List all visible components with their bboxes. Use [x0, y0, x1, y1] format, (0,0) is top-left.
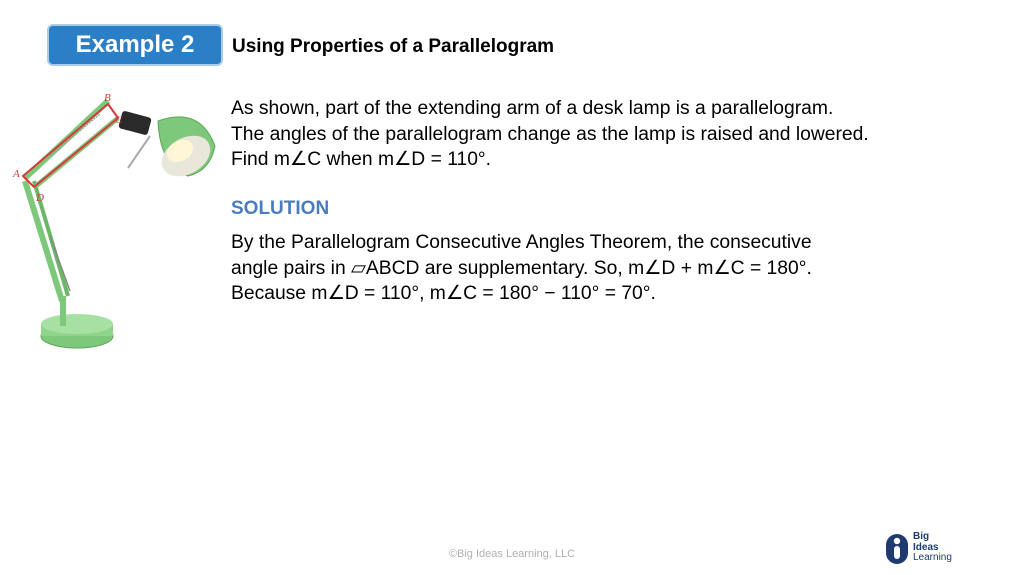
vertex-label-d: D	[36, 192, 44, 204]
vertex-label-b: B	[104, 92, 111, 104]
logo-line-3: Learning	[913, 552, 952, 563]
desk-lamp-figure	[10, 86, 225, 356]
logo-text	[913, 532, 952, 564]
solution-heading: SOLUTION	[231, 198, 330, 219]
solution-line-1: By the Parallelogram Consecutive Angles Theorem, the consecutive	[231, 232, 812, 253]
problem-line-2: The angles of the parallelogram change as the lamp is raised and lowered.	[231, 123, 869, 145]
parallelogram-outline	[23, 104, 118, 187]
vertex-label-c: C	[115, 114, 123, 126]
solution-text	[231, 230, 991, 307]
example-title: Using Properties of a Parallelogram	[232, 36, 555, 57]
example-badge	[49, 26, 221, 64]
logo-line-1: Big	[913, 531, 930, 542]
example-label: Example 2	[75, 31, 195, 58]
problem-line-1: As shown, part of the extending arm of a desk lamp is a parallelogram.	[231, 98, 834, 119]
logo-line-2: Ideas	[913, 541, 939, 553]
problem-text	[231, 96, 991, 173]
solution-line-2: angle pairs in ▱ABCD are supplementary. So, m∠D + m∠C = 180°.	[231, 257, 812, 279]
vertex-label-a: A	[13, 168, 20, 180]
problem-line-3: Find m∠C when m∠D = 110°.	[231, 149, 491, 170]
solution-line-3: Because m∠D = 110°, m∠C = 180° − 110° = 70°.	[231, 283, 656, 304]
copyright-footer: ©Big Ideas Learning, LLC	[448, 548, 576, 560]
